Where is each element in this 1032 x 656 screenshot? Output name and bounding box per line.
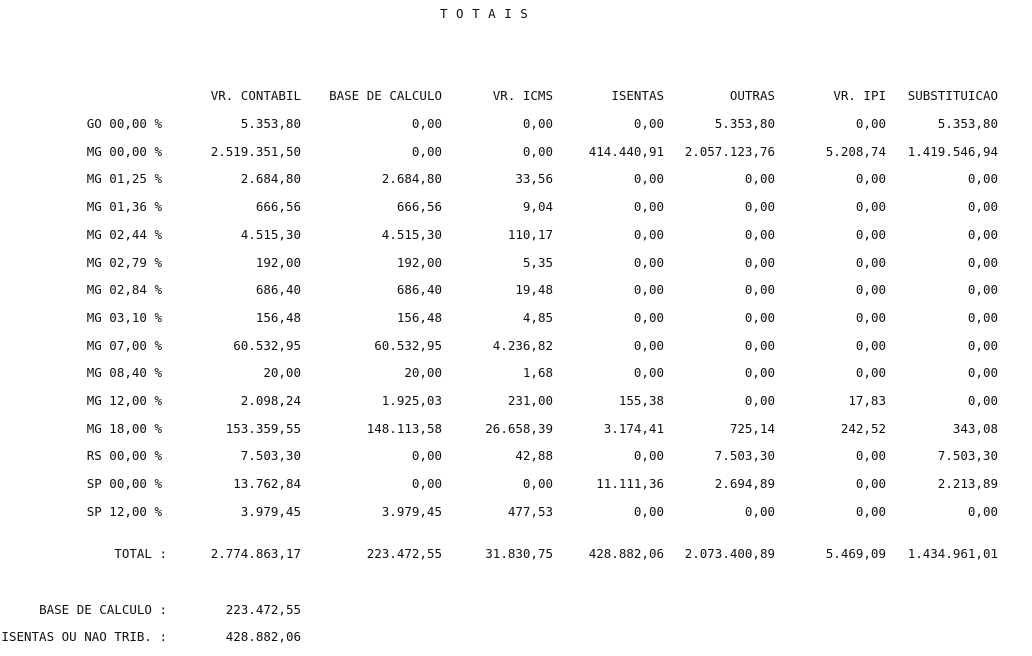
table-row — [0, 283, 1032, 297]
table-cell: 11.111,36 — [596, 476, 664, 491]
table-cell: 0,00 — [967, 393, 998, 408]
table-row — [0, 366, 1032, 380]
table-cell: 60.532,95 — [374, 338, 442, 353]
table-cell: 0,00 — [633, 310, 664, 325]
table-cell: 0,00 — [411, 448, 442, 463]
table-cell: 0,00 — [967, 199, 998, 214]
table-row — [0, 256, 1032, 270]
table-cell: 725,14 — [729, 421, 775, 436]
summary-label: ISENTAS OU NAO TRIB. : — [1, 629, 167, 644]
row-label: RS 00,00 % — [86, 448, 162, 463]
table-cell: 4,85 — [522, 310, 553, 325]
table-row — [0, 449, 1032, 463]
table-cell: 0,00 — [522, 144, 553, 159]
table-cell: 0,00 — [967, 227, 998, 242]
table-cell: 42,88 — [515, 448, 553, 463]
table-cell: 156,48 — [396, 310, 442, 325]
table-cell: 2.684,80 — [381, 171, 442, 186]
table-cell: 60.532,95 — [233, 338, 301, 353]
table-row — [0, 422, 1032, 436]
table-cell: 2.073.400,89 — [684, 546, 775, 561]
table-cell: 4.515,30 — [381, 227, 442, 242]
table-cell: 0,00 — [855, 338, 886, 353]
table-cell: 0,00 — [855, 171, 886, 186]
table-cell: 0,00 — [967, 365, 998, 380]
table-cell: 0,00 — [967, 338, 998, 353]
column-header: OUTRAS — [729, 88, 775, 103]
table-cell: 666,56 — [396, 199, 442, 214]
table-cell: 0,00 — [855, 227, 886, 242]
table-row — [0, 200, 1032, 214]
table-cell: 0,00 — [855, 448, 886, 463]
table-cell: 2.213,89 — [937, 476, 998, 491]
row-label: MG 12,00 % — [86, 393, 162, 408]
table-cell: 3.174,41 — [603, 421, 664, 436]
row-label: MG 18,00 % — [86, 421, 162, 436]
table-row — [0, 394, 1032, 408]
table-row — [0, 228, 1032, 242]
table-cell: 2.519.351,50 — [210, 144, 301, 159]
table-cell: 20,00 — [263, 365, 301, 380]
summary-value: 428.882,06 — [225, 629, 301, 644]
table-row — [0, 172, 1032, 186]
row-label: MG 02,44 % — [86, 227, 162, 242]
table-cell: 0,00 — [967, 282, 998, 297]
report-title: T O T A I S — [440, 6, 529, 21]
table-cell: 0,00 — [633, 504, 664, 519]
table-cell: 7.503,30 — [937, 448, 998, 463]
table-cell: 0,00 — [855, 365, 886, 380]
table-cell: 17,83 — [848, 393, 886, 408]
column-header: VR. IPI — [833, 88, 886, 103]
row-label: MG 08,40 % — [86, 365, 162, 380]
row-label: MG 01,36 % — [86, 199, 162, 214]
table-cell: 20,00 — [404, 365, 442, 380]
table-cell: 0,00 — [744, 199, 775, 214]
table-cell: 477,53 — [507, 504, 553, 519]
table-row — [0, 117, 1032, 131]
table-cell: 153.359,55 — [225, 421, 301, 436]
table-cell: 0,00 — [411, 476, 442, 491]
table-cell: 7.503,30 — [240, 448, 301, 463]
table-header-row — [0, 89, 1032, 103]
table-cell: 155,38 — [618, 393, 664, 408]
row-label: MG 00,00 % — [86, 144, 162, 159]
table-cell: 0,00 — [411, 144, 442, 159]
table-cell: 2.684,80 — [240, 171, 301, 186]
summary-value: 223.472,55 — [225, 602, 301, 617]
table-cell: 1.925,03 — [381, 393, 442, 408]
table-cell: 343,08 — [952, 421, 998, 436]
table-row — [0, 145, 1032, 159]
table-cell: 156,48 — [255, 310, 301, 325]
table-cell: 0,00 — [633, 116, 664, 131]
table-cell: 0,00 — [855, 116, 886, 131]
table-cell: 5,35 — [522, 255, 553, 270]
column-header: BASE DE CALCULO — [329, 88, 442, 103]
table-cell: 2.057.123,76 — [684, 144, 775, 159]
table-cell: 33,56 — [515, 171, 553, 186]
table-cell: 0,00 — [967, 171, 998, 186]
table-cell: 2.694,89 — [714, 476, 775, 491]
table-cell: 9,04 — [522, 199, 553, 214]
table-cell: 0,00 — [744, 338, 775, 353]
table-cell: 666,56 — [255, 199, 301, 214]
table-cell: 1.419.546,94 — [907, 144, 998, 159]
row-label: GO 00,00 % — [86, 116, 162, 131]
row-label: SP 00,00 % — [86, 476, 162, 491]
table-cell: 686,40 — [396, 282, 442, 297]
table-cell: 0,00 — [744, 227, 775, 242]
row-label: MG 02,84 % — [86, 282, 162, 297]
total-label: TOTAL : — [114, 546, 167, 561]
column-header: ISENTAS — [611, 88, 664, 103]
table-cell: 0,00 — [744, 282, 775, 297]
table-cell: 0,00 — [633, 255, 664, 270]
row-label: SP 12,00 % — [86, 504, 162, 519]
column-header: VR. CONTABIL — [210, 88, 301, 103]
table-cell: 0,00 — [855, 476, 886, 491]
table-cell: 686,40 — [255, 282, 301, 297]
table-cell: 0,00 — [744, 504, 775, 519]
table-cell: 0,00 — [633, 199, 664, 214]
table-cell: 231,00 — [507, 393, 553, 408]
table-cell: 0,00 — [855, 310, 886, 325]
table-cell: 5.469,09 — [825, 546, 886, 561]
table-cell: 0,00 — [522, 476, 553, 491]
table-cell: 0,00 — [967, 504, 998, 519]
table-cell: 192,00 — [255, 255, 301, 270]
row-label: MG 03,10 % — [86, 310, 162, 325]
table-cell: 0,00 — [744, 171, 775, 186]
table-cell: 0,00 — [967, 310, 998, 325]
table-cell: 5.353,80 — [714, 116, 775, 131]
table-cell: 242,52 — [840, 421, 886, 436]
table-cell: 0,00 — [855, 255, 886, 270]
table-cell: 0,00 — [744, 255, 775, 270]
table-cell: 0,00 — [744, 393, 775, 408]
table-cell: 0,00 — [633, 365, 664, 380]
table-row — [0, 311, 1032, 325]
column-header: SUBSTITUICAO — [907, 88, 998, 103]
table-cell: 3.979,45 — [240, 504, 301, 519]
table-cell: 0,00 — [633, 282, 664, 297]
table-row — [0, 505, 1032, 519]
table-row — [0, 339, 1032, 353]
table-cell: 3.979,45 — [381, 504, 442, 519]
table-cell: 1,68 — [522, 365, 553, 380]
summary-label: BASE DE CALCULO : — [39, 602, 167, 617]
table-cell: 4.236,82 — [492, 338, 553, 353]
table-cell: 31.830,75 — [485, 546, 553, 561]
table-cell: 223.472,55 — [366, 546, 442, 561]
row-label: MG 07,00 % — [86, 338, 162, 353]
table-cell: 0,00 — [744, 365, 775, 380]
row-label: MG 01,25 % — [86, 171, 162, 186]
table-cell: 5.353,80 — [240, 116, 301, 131]
table-cell: 0,00 — [633, 448, 664, 463]
table-cell: 5.208,74 — [825, 144, 886, 159]
table-cell: 19,48 — [515, 282, 553, 297]
table-cell: 13.762,84 — [233, 476, 301, 491]
total-row — [0, 547, 1032, 561]
table-cell: 1.434.961,01 — [907, 546, 998, 561]
table-cell: 0,00 — [411, 116, 442, 131]
table-cell: 0,00 — [744, 310, 775, 325]
table-cell: 0,00 — [855, 504, 886, 519]
table-row — [0, 477, 1032, 491]
table-cell: 4.515,30 — [240, 227, 301, 242]
table-cell: 0,00 — [855, 199, 886, 214]
column-header: VR. ICMS — [492, 88, 553, 103]
table-cell: 428.882,06 — [588, 546, 664, 561]
table-cell: 110,17 — [507, 227, 553, 242]
table-cell: 192,00 — [396, 255, 442, 270]
table-cell: 0,00 — [633, 338, 664, 353]
table-cell: 414.440,91 — [588, 144, 664, 159]
table-cell: 0,00 — [967, 255, 998, 270]
table-cell: 0,00 — [855, 282, 886, 297]
table-cell: 26.658,39 — [485, 421, 553, 436]
table-cell: 0,00 — [522, 116, 553, 131]
table-cell: 2.774.863,17 — [210, 546, 301, 561]
table-cell: 5.353,80 — [937, 116, 998, 131]
table-cell: 0,00 — [633, 227, 664, 242]
table-cell: 7.503,30 — [714, 448, 775, 463]
table-cell: 2.098,24 — [240, 393, 301, 408]
table-cell: 148.113,58 — [366, 421, 442, 436]
row-label: MG 02,79 % — [86, 255, 162, 270]
table-cell: 0,00 — [633, 171, 664, 186]
